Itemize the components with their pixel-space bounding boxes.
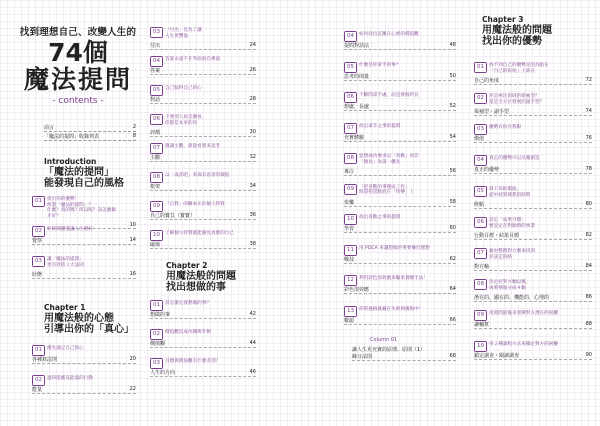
item-number: 02: [35, 228, 42, 234]
item-number-box: [150, 85, 163, 96]
item-keyword: 戰技: [344, 256, 355, 263]
item-question: 答案永遠不在外面而在裡面: [165, 57, 221, 62]
item-question: 不斷問拿手處，而是發掘所長: [359, 93, 419, 98]
item-page: 58: [449, 198, 456, 205]
chapter2-heading: Chapter 2 用魔法般的問題 找出想做的事: [166, 261, 236, 293]
front-item-1[interactable]: 「魔法的提問」收錄列表 8: [44, 133, 136, 140]
item-number-box: [344, 62, 357, 73]
item-keyword: 思考的則量: [344, 73, 370, 80]
item-answer-row[interactable]: [474, 108, 592, 116]
item-question: 用２種課程方式來鎖定對方的困擾: [489, 342, 558, 347]
item-number-box: [150, 27, 163, 38]
item-keyword: 學習: [344, 226, 355, 232]
item-question: 讓「魔法的提問」 更有效的３大法則: [47, 257, 84, 268]
item-page: 88: [585, 321, 592, 327]
item-page: 36: [249, 212, 256, 218]
item-page: 62: [449, 255, 456, 262]
item-keyword: 能量: [32, 387, 43, 393]
item-number: 06: [347, 94, 354, 100]
item-keyword: 自己的寶貝（寶寶）: [150, 213, 196, 219]
item-number-box: [150, 172, 163, 183]
item-number: 03: [477, 126, 484, 132]
item-question: 找出你的優勢！ 何謂「魔法的提問」？ 什麼？真的嗎？所以呢？該怎麼做 才好？: [47, 197, 116, 219]
item-page: 22: [129, 386, 136, 392]
item-answer-row[interactable]: [344, 199, 456, 207]
item-page: 48: [449, 42, 456, 48]
item-answer-row[interactable]: [344, 256, 456, 264]
item-number-box: [32, 345, 45, 356]
item-number: 07: [477, 250, 484, 256]
item-page: 14: [129, 237, 136, 243]
item-number: 03: [153, 29, 160, 35]
item-answer-row[interactable]: [150, 67, 256, 75]
item-answer-row[interactable]: [150, 183, 256, 191]
book-title-block: [18, 24, 138, 106]
item-question: 「把喜歡的事變成工作」 時還把書點放在「快樂」上: [359, 184, 415, 196]
item-page: 86: [585, 294, 592, 301]
item-number-box: [150, 230, 163, 241]
item-page: 20: [129, 356, 136, 362]
item-number-box: [150, 114, 163, 125]
item-number: 09: [347, 185, 354, 192]
column01-title: 讓人生更充實的原理、原則（1）: [352, 347, 426, 353]
item-number-box: [344, 153, 357, 164]
item-keyword: 主觀: [150, 155, 161, 161]
item-number-box: [344, 275, 357, 286]
item-question: 用 PDCA 來讓想做的事要操近理想: [359, 245, 430, 251]
item-question: 寫下你的價值， 從中找到理想的時期: [489, 187, 531, 198]
item-answer-row[interactable]: [344, 134, 456, 142]
item-number: 10: [347, 216, 354, 222]
item-number: 04: [347, 33, 354, 39]
item-number-box: [474, 93, 487, 104]
chapter1-heading: Chapter 1 用魔法般的心態 引導出你的「真心」: [44, 303, 134, 335]
item-number: 02: [35, 377, 42, 383]
item-keyword: 充實體驗: [344, 134, 365, 141]
item-question: 如何找出沉睡在心裡的價值觀: [359, 32, 419, 37]
item-keyword: 覺察: [32, 238, 43, 244]
item-answer-row[interactable]: [474, 232, 592, 240]
item-answer-row[interactable]: [474, 77, 592, 85]
item-keyword: 數頭: [344, 317, 355, 324]
chapter3-heading: Chapter 3 用魔法般的問題 找出你的優勢: [482, 15, 552, 47]
item-number: 01: [477, 64, 484, 70]
item-keyword: 評價: [150, 130, 161, 137]
item-keyword: 潛在的、顯在的、機能的、心理的: [474, 295, 550, 302]
item-number-box: [474, 310, 487, 321]
item-question: 微調主觀，就能看實來思考: [165, 144, 221, 149]
item-question: 你是專注領域的領袖型？ 還是全方位發展的副手型？: [489, 94, 545, 105]
item-page: 64: [449, 286, 456, 292]
item-question: 找不到自己的優勢是因為陷在 「自己的角度」上卻在: [489, 63, 549, 74]
item-page: 16: [129, 271, 136, 278]
item-number: 03: [35, 258, 42, 264]
item-answer-row[interactable]: [344, 42, 456, 50]
item-number-box: [150, 300, 163, 311]
item-number: 11: [347, 246, 354, 253]
item-question: 價值觀沒成內側與外側: [165, 330, 211, 335]
item-keyword: 狀態: [32, 272, 43, 279]
item-number: 08: [153, 174, 160, 180]
item-answer-row[interactable]: [474, 294, 592, 302]
item-number-box: [474, 62, 487, 73]
item-keyword: 磁場: [150, 242, 161, 248]
item-keyword: 價值: [474, 136, 485, 142]
item-keyword: 鎖定調查・閱讀調查: [474, 353, 520, 359]
item-number: 03: [153, 360, 160, 366]
item-answer-row[interactable]: [344, 225, 456, 233]
item-page: 82: [585, 232, 592, 239]
item-number: 08: [347, 155, 354, 161]
item-page: 34: [249, 183, 256, 189]
item-number: 05: [477, 188, 484, 194]
item-number-box: [474, 341, 487, 352]
title-line-2: 74個: [48, 38, 108, 67]
item-keyword: 對方軸: [474, 264, 490, 271]
item-page: 52: [449, 103, 456, 109]
item-question: 目標與價值觀有什麼差別？: [165, 359, 221, 364]
item-question: 了解個人特質就能遇見真實的自己: [165, 231, 234, 236]
item-question: 利用彩色浴效應來驅果實願手法！: [359, 276, 428, 281]
item-answer-row[interactable]: [344, 168, 456, 176]
item-page: 24: [249, 42, 256, 49]
item-question: 過得能補充能量的行動: [47, 376, 93, 381]
column01-label: Column 01: [370, 337, 398, 343]
item-answer-row[interactable]: [32, 386, 136, 394]
item-answer-row[interactable]: [474, 263, 592, 271]
item-number: 01: [153, 302, 160, 308]
item-number-box: [150, 201, 163, 212]
item-number-box: [150, 56, 163, 67]
title-line-3: 魔法提問: [23, 65, 132, 94]
item-keyword: 提問對話法: [344, 43, 370, 49]
item-keyword: 想處，長處: [344, 104, 370, 110]
item-page: 66: [449, 316, 456, 323]
item-question: 優勢有你自我限: [489, 125, 522, 130]
item-page: 32: [249, 154, 256, 160]
item-page: 76: [585, 135, 592, 141]
item-question: 找出喜歡之事的提問: [359, 215, 401, 220]
title-line-1: 找到理想自己、改變人生的: [19, 27, 137, 38]
item-page: 50: [449, 72, 456, 79]
item-page: 30: [249, 129, 256, 136]
item-question: 惡想成功要求以「喜歡」而非 「擅長」為第一優先: [359, 154, 419, 165]
item-number: 07: [153, 145, 160, 151]
item-number-box: [32, 196, 45, 207]
item-number: 10: [153, 232, 160, 238]
item-number: 09: [153, 203, 160, 209]
item-number: 02: [153, 331, 160, 337]
item-answer-row[interactable]: [150, 311, 256, 319]
item-keyword: 快樂: [344, 199, 355, 206]
item-answer-row[interactable]: [150, 154, 256, 162]
item-keyword: 付出: [150, 43, 161, 50]
item-page: 74: [585, 108, 592, 115]
item-question: 真正的優勢可以反覆創造: [489, 156, 540, 161]
item-number-box: [344, 92, 357, 103]
item-page: 10: [129, 222, 136, 229]
contents-label: - contents -: [52, 96, 104, 106]
item-keyword: 自己的角度: [474, 78, 500, 85]
item-keyword: 人生的方向: [150, 370, 176, 376]
item-question: 你的風格就藏在失敗與後悔中！: [359, 306, 424, 312]
item-page: 46: [249, 369, 256, 375]
item-page: 42: [249, 311, 256, 317]
item-number-box: [474, 279, 487, 290]
item-keyword: 讓輔幫: [474, 322, 490, 328]
item-answer-row[interactable]: [474, 135, 592, 143]
item-number-box: [474, 217, 487, 228]
item-page: 60: [449, 225, 456, 231]
item-keyword: 對話: [150, 97, 161, 103]
item-answer-row[interactable]: [474, 321, 592, 329]
item-answer-row[interactable]: [150, 42, 256, 50]
item-page: 26: [249, 67, 256, 73]
item-keyword: 答案: [150, 68, 161, 74]
item-page: 28: [249, 96, 256, 102]
item-answer-row[interactable]: [150, 212, 256, 220]
item-answer-row[interactable]: [474, 352, 592, 360]
item-number-box: [32, 226, 45, 237]
item-answer-row[interactable]: [150, 369, 256, 377]
item-page: 84: [585, 263, 592, 270]
item-number: 10: [477, 343, 484, 349]
item-number: 05: [347, 63, 354, 70]
item-keyword: 框架: [150, 184, 161, 190]
item-number: 02: [477, 95, 484, 101]
item-question: 什麼是你拿手的事？: [359, 62, 401, 68]
item-number: 07: [347, 124, 354, 131]
item-answer-row[interactable]: [344, 73, 456, 81]
item-answer-row[interactable]: [344, 103, 456, 111]
item-number-box: [344, 31, 357, 42]
item-keyword: 真正的優勢: [474, 167, 500, 173]
item-keyword: 彩色浴效應: [344, 287, 370, 293]
item-answer-row[interactable]: [32, 237, 136, 245]
item-keyword: 價值觀: [150, 341, 166, 347]
item-number: 01: [35, 347, 42, 353]
item-number-box: [150, 143, 163, 154]
item-number: 04: [477, 157, 484, 163]
item-page: 78: [585, 166, 592, 172]
item-number-box: [150, 329, 163, 340]
item-page: 80: [585, 201, 592, 208]
front-item-0[interactable]: 前言 2: [44, 124, 136, 131]
item-answer-row[interactable]: [474, 201, 592, 209]
item-page: 72: [585, 77, 592, 84]
item-number-box: [150, 358, 163, 369]
item-answer-row[interactable]: [150, 129, 256, 137]
item-answer-row[interactable]: [32, 271, 136, 279]
item-number: 09: [477, 312, 484, 318]
item-answer-row[interactable]: [344, 317, 456, 325]
item-number-box: [474, 186, 487, 197]
item-answer-row[interactable]: [32, 356, 136, 364]
item-number: 12: [347, 277, 354, 283]
item-answer-row[interactable]: [150, 96, 256, 104]
item-answer-row[interactable]: [474, 166, 592, 174]
item-answer-row[interactable]: [150, 340, 256, 348]
item-question: 用週間最後來發揮對方潛在的困擾: [489, 311, 558, 316]
item-question: 藉由整理對方鞏來找到 你該走的路: [489, 249, 535, 260]
item-number-box: [344, 306, 357, 317]
item-question: 好的問題能讓人生變好: [47, 227, 93, 232]
item-question: 優先滿足自己的心: [47, 346, 84, 351]
item-keyword: 專注: [344, 169, 355, 176]
item-question: 自己腦得自己的心: [165, 86, 202, 91]
item-number-box: [474, 155, 487, 166]
item-number-box: [344, 123, 357, 134]
item-page: 44: [249, 340, 256, 346]
item-keyword: 終點: [474, 202, 485, 209]
item-number-box: [32, 375, 45, 386]
item-number: 05: [153, 87, 160, 93]
item-question: 「付出」是為了讓 人生更豐盈: [165, 28, 202, 39]
item-number: 01: [35, 198, 42, 204]
item-question: 不要別人再怎麼看， 你都是本來的你: [165, 115, 207, 126]
item-page: 56: [449, 168, 456, 175]
intro-heading: Introduction 「魔法的提問」 能發現自己的風格: [44, 157, 124, 189]
item-answer-row[interactable]: [150, 241, 256, 249]
item-number: 06: [153, 116, 160, 122]
column01-answer[interactable]: 緣分法則 68: [352, 353, 456, 360]
item-question: 該怎麼定義想做的事？: [165, 301, 211, 306]
item-keyword: 領袖型・副手型: [474, 109, 510, 116]
item-number: 08: [477, 281, 484, 287]
item-number: 06: [477, 219, 484, 225]
item-number-box: [344, 245, 357, 256]
item-answer-row[interactable]: [344, 286, 456, 294]
item-question: 決定好對方軸以後， 再將情報分成４類: [489, 280, 531, 291]
item-keyword: 各種寫法則: [32, 357, 58, 363]
item-number-box: [474, 124, 487, 135]
item-number-box: [344, 214, 357, 225]
item-keyword: 行動目標・結果目標: [474, 233, 520, 240]
item-number: 13: [347, 307, 354, 314]
item-number-box: [32, 256, 45, 267]
item-number-box: [344, 184, 357, 195]
item-page: 90: [585, 352, 592, 358]
item-page: 54: [449, 133, 456, 140]
item-question: 以「成許吧」來探有意者的價值: [165, 173, 230, 178]
item-question: 找出拿手之事的提問: [359, 123, 401, 129]
item-keyword: 想做的事: [150, 312, 171, 318]
item-number-box: [474, 248, 487, 259]
item-question: 「自我」的概本在於個人特質: [165, 202, 225, 207]
item-page: 38: [249, 241, 256, 247]
item-number: 04: [153, 58, 160, 64]
item-question: 設定「成果目標」 要設定在對點時的事業: [489, 218, 535, 229]
